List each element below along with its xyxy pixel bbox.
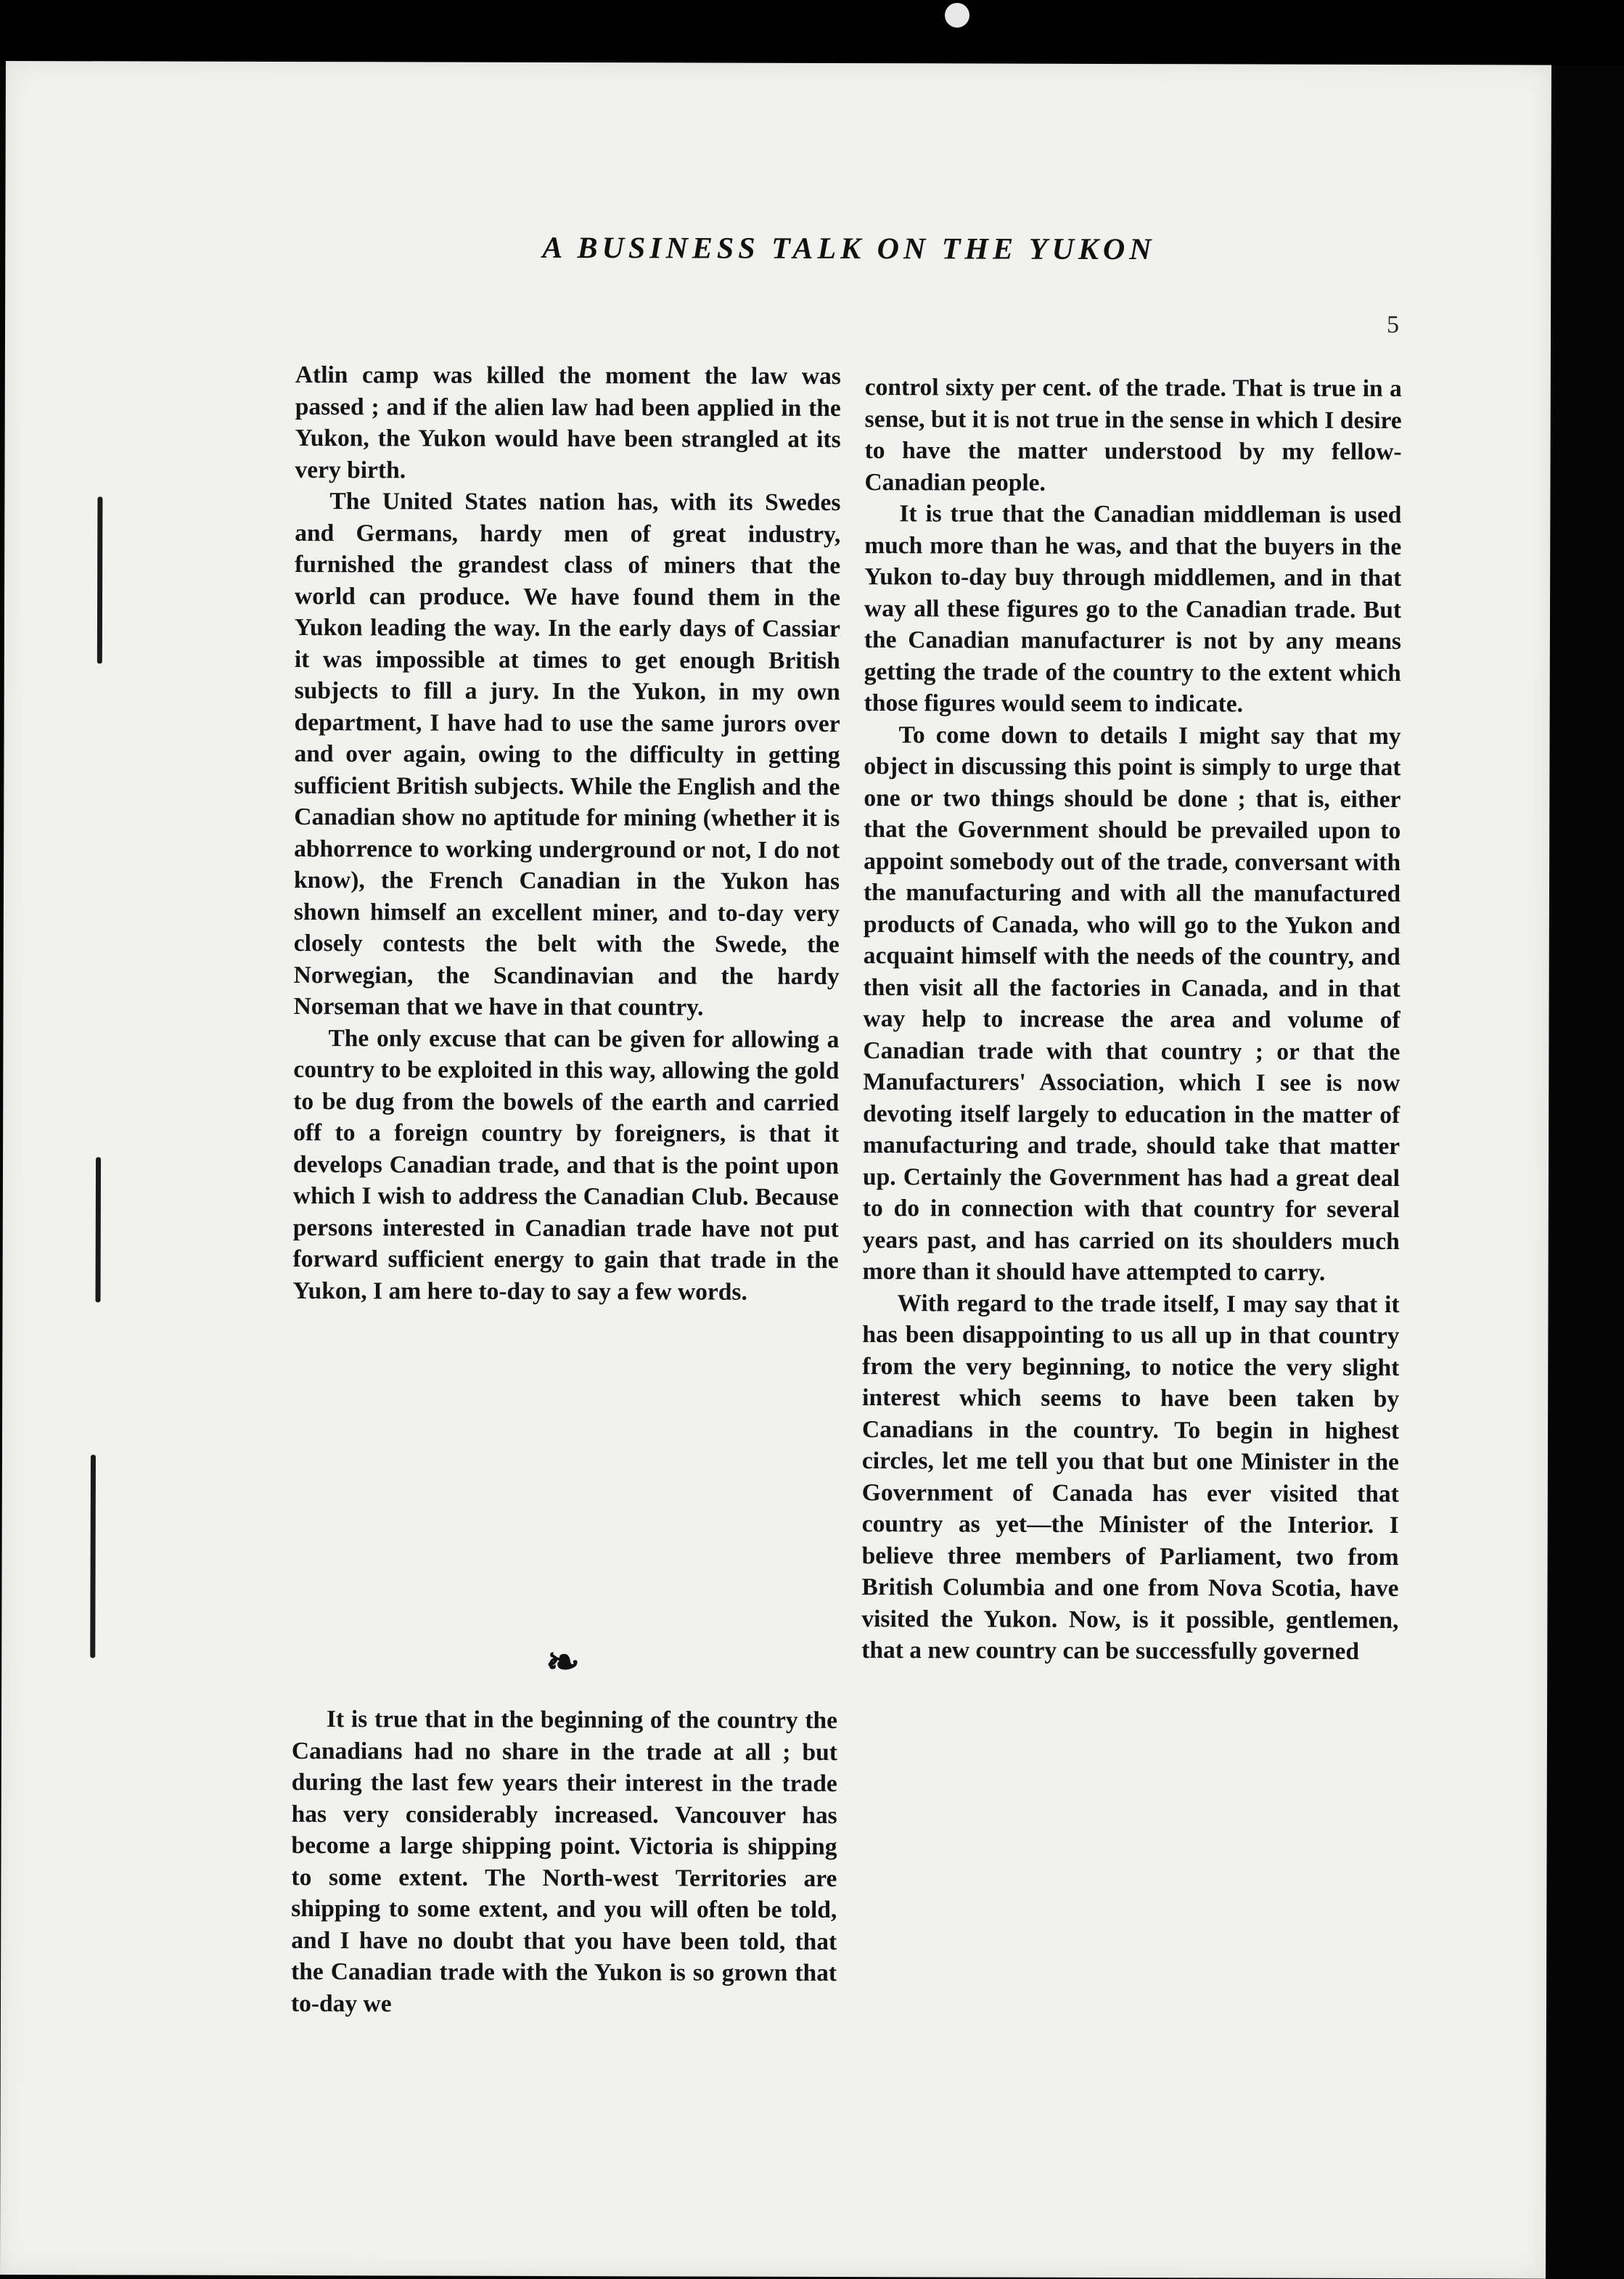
document-page (0, 61, 1551, 2279)
left-column (293, 359, 841, 1308)
paragraph: It is true that in the beginning of the country the Canadians had no share in the trade at all ; but during the last few years their interest in the trade has very considerably increased. Vancouver has become a large shipping point. Victoria is shipping to some extent. The North-west Territories are shipping to some extent, and you will often be told, and I have no doubt that you have been told, that the Canadian trade with the Yukon is so grown that to-day we (290, 1706, 838, 2017)
margin-mark (97, 496, 103, 663)
paragraph: To come down to details I might say that my object in discussing this point is simply to urge that one or two things should be done ; that is, either that the Government should be prevailed upon to appoint somebody out of the trade, conversant with the manufacturing and with all the manufactured products of Canada, who will go to the Yukon and acquaint himself with the needs of the country, and then visit all the factories in Canada, and in that way help to increase the area and volume of Canadian trade with that country ; or that the Manufacturers' Association, which I see is now devoting itself largely to education in the matter of manufacturing and trade, should take that matter up. Certainly the Government has had a great deal to do in connection with that country for several years past, and has carried on its shoulders much more than it should have attempted to carry. (862, 721, 1401, 1286)
paragraph: control sixty per cent. of the trade. That is true in a sense, but it is not true in the sense in which I desire to have the matter understood by my fellow-Canadian people. (864, 374, 1402, 496)
paragraph: The only excuse that can be given for allowing a country to be exploited in this way, allowing the gold to be dug from the bowels of the earth and carried off to a foreign country by foreigners, is that it develops Canadian trade, and that is the point upon which I wish to address the Canadian Club. Because persons interested in Canadian trade have not put forward sufficient energy to gain that trade in the Yukon, I am here to-day to say a few words. (292, 1024, 840, 1306)
scan-border (0, 0, 1624, 65)
right-column (861, 372, 1402, 1667)
left-column-continued (291, 1703, 837, 2021)
paragraph: Atlin camp was killed the moment the law was passed ; and if the alien law had been applied in the Yukon, the Yukon would have been strangled at its very birth. (295, 361, 841, 483)
paragraph: It is true that the Canadian middleman is used much more than he was, and that the buyers in the Yukon to-day buy through middlemen, and in that way all these figures go to the Canadian trade. But the Canadian manufacturer is not by any means getting the trade of the country to the extent which those figures would seem to indicate. (864, 500, 1402, 718)
margin-mark (96, 1157, 102, 1302)
running-head: A BUSINESS TALK ON THE YUKON (542, 231, 1156, 267)
paragraph: With regard to the trade itself, I may say that it has been disappointing to us all up in that country from the very beginning, to notice the very slight interest which seems to have been taken by Canadians in the country. To begin in highest circles, let me tell you that but one Minister in the Government of Canada has ever visited that country as yet—the Minister of the Interior. I believe three members of Parliament, two from British Columbia and one from Nova Scotia, have visited the Yukon. Now, is it possible, gentlemen, that a new country can be successfully governed (861, 1289, 1400, 1665)
page-number: 5 (1387, 311, 1400, 339)
section-ornament: ❧ (546, 1640, 581, 1686)
scan-blot (945, 3, 969, 28)
margin-mark (90, 1454, 96, 1658)
paragraph: The United States nation has, with its Swedes and Germans, hardy men of great industry, furnished the grandest class of miners that the world can produce. We have found them in the Yukon leading the way. In the early days of Cassiar it was impossible at times to get enough British subjects to fill a jury. In the Yukon, in my own department, I have had to use the same jurors over and over again, owing to the difficulty in getting sufficient British subjects. While the English and the Canadian show no aptitude for mining (whether it is abhorrence to working underground or not, I do not know), the French Canadian in the Yukon has shown himself an excellent miner, and to-day very closely contests the belt with the Swede, the Norwegian, the Scandinavian and the hardy Norseman that we have in that country. (293, 488, 841, 1021)
